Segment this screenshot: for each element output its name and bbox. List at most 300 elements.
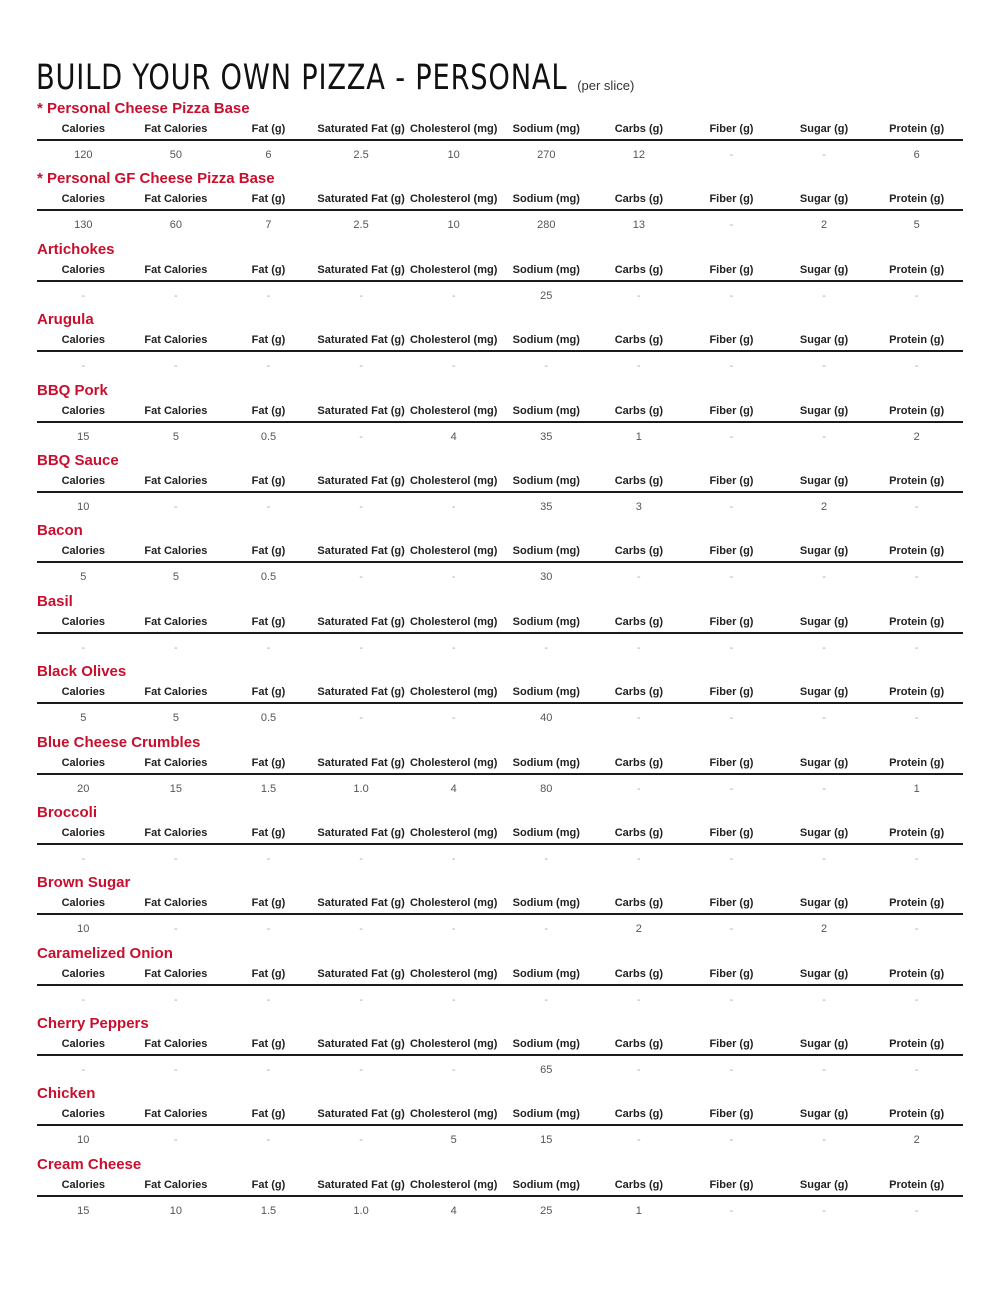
value-cell: - bbox=[451, 923, 456, 936]
value-cell: - bbox=[729, 712, 734, 725]
column-header: Carbs (g) bbox=[614, 897, 663, 910]
value-row bbox=[37, 1062, 963, 1078]
value-cell: 2.5 bbox=[353, 219, 369, 232]
item-name: * Personal GF Cheese Pizza Base bbox=[37, 170, 275, 188]
column-header: Saturated Fat (g) bbox=[317, 615, 405, 628]
value-cell: 5 bbox=[80, 571, 87, 584]
column-header: Saturated Fat (g) bbox=[317, 193, 405, 206]
value-cell: 40 bbox=[540, 712, 553, 725]
column-header: Fat (g) bbox=[251, 545, 286, 558]
value-cell: 15 bbox=[540, 1134, 553, 1147]
column-header: Fat (g) bbox=[251, 1108, 286, 1121]
column-header: Fat Calories bbox=[144, 1108, 208, 1121]
nutrition-item bbox=[37, 800, 963, 870]
column-header: Fat (g) bbox=[251, 404, 286, 417]
item-name: Brown Sugar bbox=[37, 874, 131, 892]
value-cell: - bbox=[729, 149, 734, 161]
value-cell: 5 bbox=[80, 712, 87, 725]
nutrition-list bbox=[37, 96, 963, 1222]
column-header: Fat (g) bbox=[251, 123, 286, 135]
value-cell: 0.5 bbox=[260, 571, 277, 584]
column-header-row bbox=[37, 332, 963, 352]
value-cell: - bbox=[637, 360, 641, 373]
column-header: Fiber (g) bbox=[709, 615, 754, 628]
value-cell: - bbox=[822, 1204, 826, 1217]
value-cell: - bbox=[451, 289, 456, 302]
column-header: Cholesterol (mg) bbox=[409, 1038, 498, 1051]
column-header: Carbs (g) bbox=[614, 123, 663, 135]
value-cell: - bbox=[266, 500, 271, 513]
value-row bbox=[37, 288, 963, 304]
column-header: Carbs (g) bbox=[614, 263, 663, 276]
value-row bbox=[37, 1132, 963, 1148]
value-row bbox=[37, 217, 963, 233]
value-cell: - bbox=[822, 149, 826, 161]
column-header: Protein (g) bbox=[889, 1108, 945, 1121]
column-header: Cholesterol (mg) bbox=[409, 615, 498, 628]
column-header-row bbox=[37, 684, 963, 704]
column-header: Protein (g) bbox=[889, 404, 945, 417]
value-row bbox=[37, 1203, 963, 1219]
column-header: Protein (g) bbox=[889, 545, 945, 558]
column-header: Fat Calories bbox=[144, 615, 208, 628]
column-header: Fiber (g) bbox=[709, 404, 754, 417]
value-cell: - bbox=[359, 1064, 363, 1077]
column-header: Fat (g) bbox=[251, 826, 286, 839]
value-cell: 2 bbox=[820, 923, 828, 936]
column-header: Calories bbox=[61, 404, 105, 417]
column-header: Sugar (g) bbox=[799, 967, 849, 980]
column-header: Fat (g) bbox=[251, 967, 286, 980]
value-cell: - bbox=[822, 430, 826, 443]
value-row bbox=[37, 640, 963, 656]
value-cell: 2 bbox=[820, 219, 828, 232]
column-header: Protein (g) bbox=[889, 263, 945, 276]
item-name: BBQ Pork bbox=[37, 381, 108, 399]
column-header: Sodium (mg) bbox=[512, 545, 580, 558]
column-header: Cholesterol (mg) bbox=[409, 404, 498, 417]
column-header: Carbs (g) bbox=[614, 756, 663, 769]
value-cell: - bbox=[729, 1064, 734, 1077]
nutrition-item bbox=[37, 518, 963, 588]
value-cell: - bbox=[822, 360, 826, 373]
value-cell: 2.5 bbox=[353, 149, 369, 161]
value-cell: - bbox=[637, 712, 641, 725]
column-header: Fat (g) bbox=[251, 686, 286, 699]
value-cell: - bbox=[359, 500, 363, 513]
value-cell: - bbox=[914, 571, 919, 584]
column-header: Carbs (g) bbox=[614, 1178, 663, 1191]
column-header: Fat (g) bbox=[251, 1178, 286, 1191]
value-cell: 270 bbox=[537, 149, 556, 161]
value-row bbox=[37, 992, 963, 1008]
column-header: Fat (g) bbox=[251, 1038, 286, 1051]
column-header: Cholesterol (mg) bbox=[409, 1108, 498, 1121]
value-cell: 5 bbox=[913, 219, 920, 232]
column-header: Fat (g) bbox=[251, 897, 286, 910]
value-cell: 12 bbox=[632, 149, 645, 161]
column-header: Calories bbox=[61, 897, 105, 910]
column-header-row bbox=[37, 1177, 963, 1197]
column-header: Cholesterol (mg) bbox=[409, 263, 498, 276]
nutrition-item bbox=[37, 1081, 963, 1151]
page-subtitle: (per slice) bbox=[577, 78, 635, 93]
value-cell: - bbox=[637, 782, 641, 795]
column-header: Fiber (g) bbox=[709, 1038, 754, 1051]
column-header: Saturated Fat (g) bbox=[317, 1038, 405, 1051]
value-cell: - bbox=[451, 571, 456, 584]
value-cell: - bbox=[451, 852, 456, 865]
column-header: Sodium (mg) bbox=[512, 826, 580, 839]
item-name: * Personal Cheese Pizza Base bbox=[37, 100, 250, 117]
nutrition-item bbox=[37, 96, 963, 166]
value-cell: 120 bbox=[74, 149, 93, 161]
value-cell: - bbox=[544, 993, 549, 1006]
column-header: Fiber (g) bbox=[709, 967, 754, 980]
nutrition-item bbox=[37, 1011, 963, 1081]
column-header: Saturated Fat (g) bbox=[317, 756, 405, 769]
column-header: Sodium (mg) bbox=[512, 1178, 580, 1191]
value-cell: 0.5 bbox=[260, 712, 277, 725]
item-name: Cream Cheese bbox=[37, 1155, 142, 1173]
column-header: Fiber (g) bbox=[709, 263, 754, 276]
column-header: Carbs (g) bbox=[614, 474, 663, 487]
column-header: Sodium (mg) bbox=[512, 615, 580, 628]
value-cell: 5 bbox=[172, 430, 179, 443]
column-header: Fiber (g) bbox=[709, 686, 754, 699]
column-header: Sugar (g) bbox=[799, 545, 849, 558]
column-header: Protein (g) bbox=[889, 1178, 945, 1191]
value-cell: 10 bbox=[77, 923, 90, 936]
value-cell: - bbox=[359, 712, 363, 725]
column-header: Protein (g) bbox=[889, 615, 945, 628]
value-cell: - bbox=[729, 852, 734, 865]
column-header-row bbox=[37, 543, 963, 563]
column-header: Calories bbox=[61, 967, 105, 980]
column-header: Fat Calories bbox=[144, 826, 208, 839]
column-header: Cholesterol (mg) bbox=[409, 826, 498, 839]
value-cell: - bbox=[729, 923, 734, 936]
value-cell: 5 bbox=[450, 1134, 457, 1147]
column-header: Cholesterol (mg) bbox=[409, 545, 498, 558]
column-header: Calories bbox=[61, 193, 105, 206]
column-header: Calories bbox=[61, 545, 105, 558]
column-header: Cholesterol (mg) bbox=[409, 334, 498, 347]
value-cell: - bbox=[544, 923, 549, 936]
value-cell: - bbox=[359, 923, 363, 936]
item-name: Basil bbox=[37, 592, 73, 610]
nutrition-item bbox=[37, 870, 963, 940]
column-header: Protein (g) bbox=[889, 193, 945, 206]
value-cell: 10 bbox=[447, 149, 460, 161]
item-name: Cherry Peppers bbox=[37, 1015, 149, 1033]
column-header: Fat (g) bbox=[251, 193, 286, 206]
column-header-row bbox=[37, 966, 963, 986]
value-cell: - bbox=[451, 500, 456, 513]
value-cell: - bbox=[729, 360, 734, 373]
column-header: Saturated Fat (g) bbox=[317, 404, 405, 417]
column-header: Fiber (g) bbox=[709, 123, 754, 135]
value-cell: - bbox=[81, 360, 86, 373]
column-header: Sodium (mg) bbox=[512, 263, 580, 276]
value-cell: - bbox=[266, 1134, 271, 1147]
value-cell: 50 bbox=[169, 149, 183, 161]
value-cell: - bbox=[359, 430, 363, 443]
column-header: Sugar (g) bbox=[799, 193, 849, 206]
value-cell: - bbox=[174, 360, 178, 373]
value-cell: 25 bbox=[540, 289, 553, 302]
value-cell: - bbox=[174, 923, 178, 936]
column-header: Cholesterol (mg) bbox=[409, 897, 498, 910]
column-header: Calories bbox=[61, 1178, 105, 1191]
value-row bbox=[37, 499, 963, 515]
value-cell: - bbox=[266, 852, 271, 865]
value-cell: 10 bbox=[169, 1204, 183, 1217]
value-cell: - bbox=[81, 993, 86, 1006]
column-header: Fat Calories bbox=[144, 474, 208, 487]
value-cell: - bbox=[637, 993, 641, 1006]
column-header-row bbox=[37, 825, 963, 845]
value-cell: 0.5 bbox=[260, 430, 277, 443]
value-cell: - bbox=[266, 360, 271, 373]
value-cell: - bbox=[729, 1204, 734, 1217]
value-cell: 2 bbox=[913, 430, 920, 443]
value-cell: - bbox=[81, 1064, 86, 1077]
column-header: Sodium (mg) bbox=[512, 193, 580, 206]
column-header: Calories bbox=[61, 334, 105, 347]
column-header-row bbox=[37, 1106, 963, 1126]
nutrition-item bbox=[37, 659, 963, 729]
value-cell: 3 bbox=[635, 500, 642, 513]
column-header: Fiber (g) bbox=[709, 334, 754, 347]
column-header: Sugar (g) bbox=[799, 897, 849, 910]
value-cell: - bbox=[544, 360, 549, 373]
value-cell: 35 bbox=[540, 430, 553, 443]
column-header: Fiber (g) bbox=[709, 1178, 754, 1191]
value-cell: - bbox=[637, 1134, 641, 1147]
column-header: Saturated Fat (g) bbox=[317, 826, 405, 839]
column-header: Sugar (g) bbox=[799, 1178, 849, 1191]
column-header: Sugar (g) bbox=[799, 615, 849, 628]
column-header: Cholesterol (mg) bbox=[409, 1178, 498, 1191]
value-cell: - bbox=[359, 1134, 363, 1147]
value-cell: - bbox=[822, 993, 826, 1006]
value-cell: - bbox=[451, 993, 456, 1006]
nutrition-item bbox=[37, 307, 963, 377]
item-name: Broccoli bbox=[37, 803, 98, 821]
value-cell: 6 bbox=[265, 149, 272, 161]
column-header: Carbs (g) bbox=[614, 404, 663, 417]
value-cell: - bbox=[266, 993, 271, 1006]
column-header: Sugar (g) bbox=[799, 826, 849, 839]
column-header: Saturated Fat (g) bbox=[317, 686, 405, 699]
column-header: Saturated Fat (g) bbox=[317, 545, 405, 558]
value-cell: - bbox=[914, 289, 919, 302]
item-name: Caramelized Onion bbox=[37, 944, 173, 962]
column-header: Sodium (mg) bbox=[512, 1038, 580, 1051]
column-header: Fat Calories bbox=[144, 756, 208, 769]
value-cell: 10 bbox=[77, 1134, 90, 1147]
column-header: Fiber (g) bbox=[709, 1108, 754, 1121]
nutrition-item bbox=[37, 730, 963, 800]
value-cell: - bbox=[359, 641, 363, 654]
value-cell: 1.0 bbox=[353, 782, 369, 795]
column-header: Protein (g) bbox=[889, 334, 945, 347]
column-header: Calories bbox=[61, 826, 105, 839]
value-cell: - bbox=[822, 852, 826, 865]
column-header: Calories bbox=[61, 686, 105, 699]
nutrition-item bbox=[37, 237, 963, 307]
value-cell: 65 bbox=[540, 1064, 553, 1077]
column-header: Sugar (g) bbox=[799, 1038, 849, 1051]
column-header: Sodium (mg) bbox=[512, 123, 580, 135]
value-cell: - bbox=[637, 571, 641, 584]
value-cell: 30 bbox=[540, 571, 553, 584]
value-cell: - bbox=[822, 782, 826, 795]
value-row bbox=[37, 781, 963, 797]
value-cell: - bbox=[822, 1064, 826, 1077]
value-cell: - bbox=[544, 852, 549, 865]
column-header-row bbox=[37, 191, 963, 211]
column-header: Fiber (g) bbox=[709, 545, 754, 558]
value-cell: - bbox=[914, 993, 919, 1006]
column-header: Saturated Fat (g) bbox=[317, 263, 405, 276]
value-cell: - bbox=[822, 571, 826, 584]
value-cell: 6 bbox=[913, 149, 920, 161]
value-cell: - bbox=[81, 852, 86, 865]
value-row bbox=[37, 569, 963, 585]
column-header: Fat Calories bbox=[144, 123, 208, 135]
nutrition-item bbox=[37, 1152, 963, 1222]
page-header bbox=[36, 46, 634, 96]
column-header: Sodium (mg) bbox=[512, 897, 580, 910]
value-cell: - bbox=[174, 289, 178, 302]
value-cell: - bbox=[451, 360, 456, 373]
value-cell: - bbox=[266, 1064, 271, 1077]
column-header: Cholesterol (mg) bbox=[409, 193, 498, 206]
column-header: Saturated Fat (g) bbox=[317, 474, 405, 487]
value-cell: - bbox=[174, 641, 178, 654]
value-cell: - bbox=[914, 500, 919, 513]
value-cell: - bbox=[729, 430, 734, 443]
value-cell: - bbox=[729, 782, 734, 795]
value-cell: - bbox=[729, 219, 734, 232]
column-header: Saturated Fat (g) bbox=[317, 1178, 405, 1191]
value-cell: - bbox=[822, 1134, 826, 1147]
value-cell: - bbox=[174, 852, 178, 865]
column-header: Protein (g) bbox=[889, 686, 945, 699]
value-cell: 10 bbox=[447, 219, 460, 232]
value-cell: 80 bbox=[540, 782, 553, 795]
column-header: Saturated Fat (g) bbox=[317, 1108, 405, 1121]
value-cell: 1.5 bbox=[260, 1204, 277, 1217]
value-cell: 4 bbox=[450, 430, 457, 443]
column-header: Cholesterol (mg) bbox=[409, 756, 498, 769]
value-cell: - bbox=[822, 712, 826, 725]
column-header: Fat (g) bbox=[251, 756, 286, 769]
column-header-row bbox=[37, 473, 963, 493]
value-cell: - bbox=[729, 571, 734, 584]
column-header: Calories bbox=[61, 263, 105, 276]
column-header: Protein (g) bbox=[889, 967, 945, 980]
column-header-row bbox=[37, 755, 963, 775]
column-header: Fat Calories bbox=[144, 193, 208, 206]
column-header: Fat Calories bbox=[144, 545, 208, 558]
column-header: Calories bbox=[61, 1038, 105, 1051]
value-cell: 2 bbox=[635, 923, 642, 936]
value-cell: - bbox=[359, 993, 363, 1006]
column-header: Sugar (g) bbox=[799, 1108, 849, 1121]
column-header: Saturated Fat (g) bbox=[317, 334, 405, 347]
value-cell: 280 bbox=[537, 219, 556, 232]
value-cell: - bbox=[174, 1134, 178, 1147]
column-header: Fat (g) bbox=[251, 474, 286, 487]
column-header: Carbs (g) bbox=[614, 545, 663, 558]
value-row bbox=[37, 851, 963, 867]
column-header: Cholesterol (mg) bbox=[409, 123, 498, 135]
column-header: Fat Calories bbox=[144, 967, 208, 980]
value-cell: - bbox=[451, 1064, 456, 1077]
column-header: Sodium (mg) bbox=[512, 1108, 580, 1121]
value-cell: - bbox=[174, 500, 178, 513]
column-header: Saturated Fat (g) bbox=[317, 967, 405, 980]
column-header: Saturated Fat (g) bbox=[317, 897, 405, 910]
value-cell: - bbox=[266, 923, 271, 936]
value-cell: - bbox=[359, 852, 363, 865]
value-cell: 15 bbox=[169, 782, 183, 795]
value-cell: 1 bbox=[913, 782, 920, 795]
column-header: Fat Calories bbox=[144, 404, 208, 417]
column-header: Carbs (g) bbox=[614, 1108, 663, 1121]
column-header: Saturated Fat (g) bbox=[317, 123, 405, 135]
value-cell: - bbox=[914, 852, 919, 865]
value-cell: - bbox=[729, 993, 734, 1006]
column-header: Carbs (g) bbox=[614, 686, 663, 699]
value-cell: 1 bbox=[635, 1204, 642, 1217]
value-cell: - bbox=[914, 1204, 919, 1217]
column-header: Protein (g) bbox=[889, 474, 945, 487]
value-cell: - bbox=[359, 289, 363, 302]
column-header: Sodium (mg) bbox=[512, 756, 580, 769]
column-header: Calories bbox=[61, 1108, 105, 1121]
column-header: Fiber (g) bbox=[709, 826, 754, 839]
column-header: Carbs (g) bbox=[614, 826, 663, 839]
value-cell: - bbox=[637, 641, 641, 654]
column-header: Fat Calories bbox=[144, 1178, 208, 1191]
value-cell: - bbox=[729, 500, 734, 513]
column-header: Calories bbox=[61, 615, 105, 628]
column-header: Fat Calories bbox=[144, 686, 208, 699]
column-header: Carbs (g) bbox=[614, 334, 663, 347]
value-cell: 1 bbox=[635, 430, 642, 443]
value-cell: 4 bbox=[450, 1204, 457, 1217]
column-header: Sugar (g) bbox=[799, 756, 849, 769]
value-cell: - bbox=[544, 641, 549, 654]
column-header: Fat (g) bbox=[251, 263, 286, 276]
value-cell: 5 bbox=[172, 571, 179, 584]
column-header: Sodium (mg) bbox=[512, 334, 580, 347]
value-cell: 20 bbox=[77, 782, 90, 795]
value-cell: - bbox=[81, 641, 86, 654]
value-cell: 60 bbox=[169, 219, 183, 232]
column-header: Protein (g) bbox=[889, 756, 945, 769]
value-cell: - bbox=[266, 289, 271, 302]
value-cell: - bbox=[637, 1064, 641, 1077]
item-name: Chicken bbox=[37, 1085, 96, 1103]
column-header: Carbs (g) bbox=[614, 193, 663, 206]
value-cell: - bbox=[637, 852, 641, 865]
value-cell: 2 bbox=[820, 500, 828, 513]
